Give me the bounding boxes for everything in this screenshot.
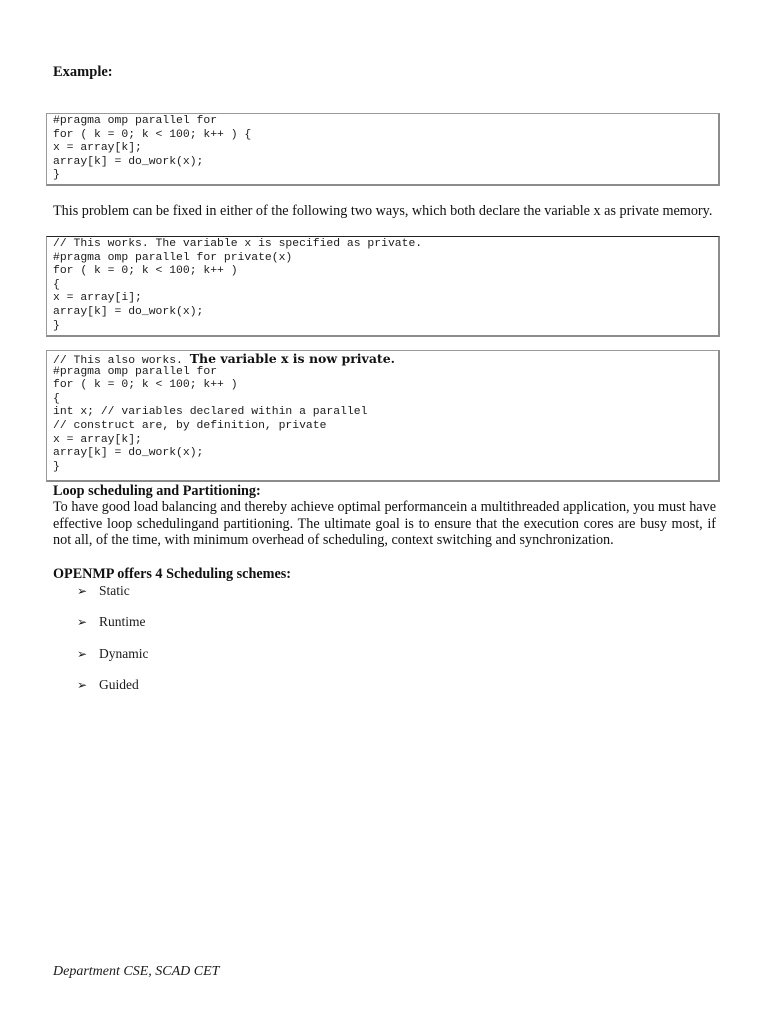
code-line: int x; // variables declared within a parallel xyxy=(53,406,368,419)
arrowhead-bullet-icon: ➢ xyxy=(77,615,88,629)
code-line: array[k] = do_work(x); xyxy=(53,305,204,318)
loop-scheduling-paragraph: To have good load balancing and thereby achieve optimal performancein a multithreaded application, you must have effective loop schedulingand partitioning. The ultimate goal is to ensure that the execution cores are busy most, if not all, of the time, with minimum overhead of scheduling, context switching and synchronization. xyxy=(53,499,716,549)
code-line: #pragma omp parallel for private(x) xyxy=(53,251,293,264)
openmp-schemes-heading: OPENMP offers 4 Scheduling schemes: xyxy=(53,566,292,582)
code-line: for ( k = 0; k < 100; k++ ) xyxy=(53,265,238,278)
code-line: x = array[i]; xyxy=(53,292,142,305)
code-line: { xyxy=(53,278,60,291)
code-line: array[k] = do_work(x); xyxy=(53,155,204,168)
code-comment: // This also works. xyxy=(53,355,190,367)
code-line: // This works. The variable x is specified as private. xyxy=(53,238,423,250)
arrowhead-bullet-icon: ➢ xyxy=(77,647,88,661)
code-line: } xyxy=(53,169,60,182)
code-line: } xyxy=(53,460,60,473)
list-item-label: Guided xyxy=(99,677,139,692)
code-line: for ( k = 0; k < 100; k++ ) { xyxy=(53,128,252,141)
list-item-label: Runtime xyxy=(99,614,146,629)
code-line: x = array[k]; xyxy=(53,142,142,155)
list-item xyxy=(77,582,130,600)
code-line: // construct are, by definition, private xyxy=(53,419,327,432)
list-item-label: Static xyxy=(99,583,130,598)
code-line: #pragma omp parallel for xyxy=(53,115,218,127)
list-item-label: Dynamic xyxy=(99,646,149,661)
code-line: } xyxy=(53,319,60,332)
arrowhead-bullet-icon: ➢ xyxy=(77,584,88,598)
code-line: #pragma omp parallel for xyxy=(53,365,218,378)
page-footer: Department CSE, SCAD CET xyxy=(53,964,220,979)
code-block-3 xyxy=(46,350,720,482)
heading-example: Example: xyxy=(53,64,113,80)
intro-paragraph: This problem can be fixed in either of the following two ways, which both declare the variable x as private memory. xyxy=(53,203,713,219)
list-item xyxy=(77,645,149,663)
list-item xyxy=(77,613,146,631)
list-item xyxy=(77,676,139,694)
code-line: x = array[k]; xyxy=(53,433,142,446)
arrowhead-bullet-icon: ➢ xyxy=(77,678,88,692)
bold-note: The variable x is now private. xyxy=(189,351,395,366)
code-line: for ( k = 0; k < 100; k++ ) xyxy=(53,379,238,392)
code-block-1 xyxy=(46,113,720,186)
code-line-with-note xyxy=(53,352,718,366)
loop-scheduling-heading: Loop scheduling and Partitioning: xyxy=(53,483,261,499)
code-line: { xyxy=(53,392,60,405)
code-block-2 xyxy=(46,236,720,337)
code-line: array[k] = do_work(x); xyxy=(53,447,204,460)
